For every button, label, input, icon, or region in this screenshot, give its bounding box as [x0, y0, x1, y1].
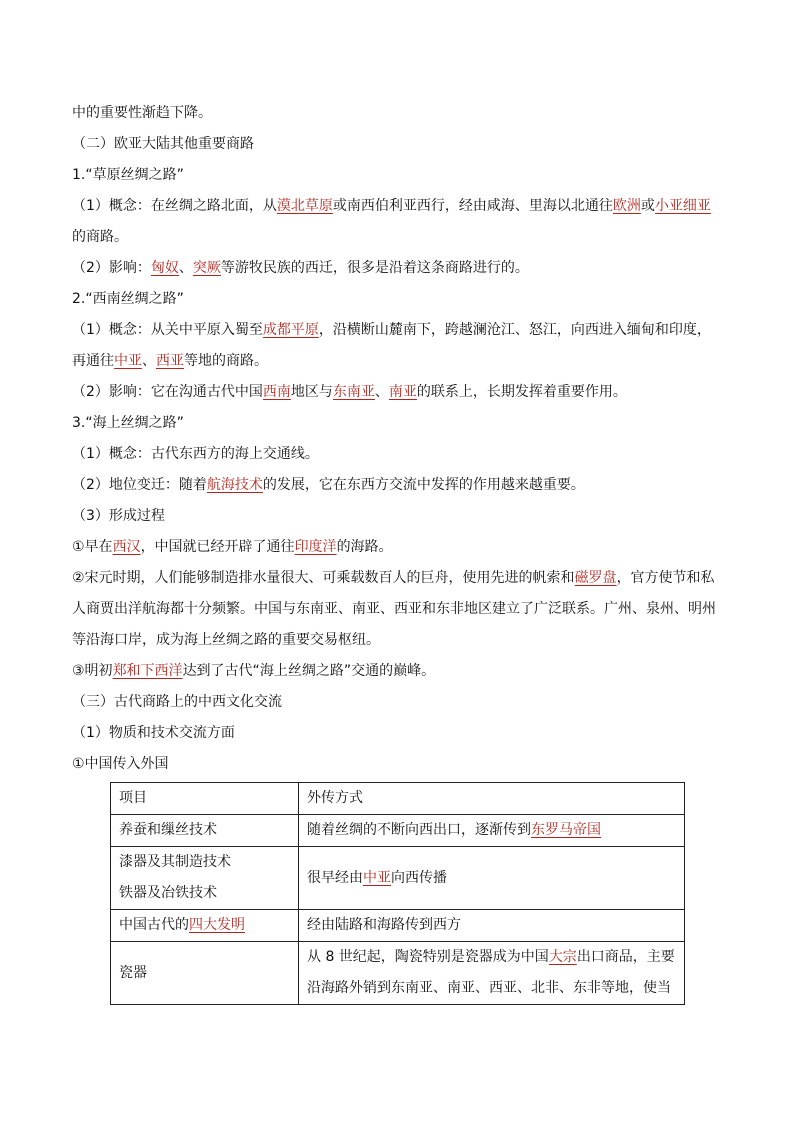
text-run: 的发展，它在东西方交流中发挥的作用越来越重要。	[262, 477, 585, 493]
paragraph-line	[72, 288, 728, 319]
key-term: 欧洲	[612, 198, 641, 214]
text-run: （1）物质和技术交流方面	[72, 725, 235, 741]
key-term: 东罗马帝国	[531, 822, 601, 838]
paragraph-line	[72, 691, 728, 722]
table-row	[111, 847, 685, 910]
text-run: 1.“草原丝绸之路”	[72, 167, 184, 183]
table-cell-item	[111, 910, 299, 942]
text-run: 养蚕和缫丝技术	[119, 822, 217, 838]
key-term: 南亚	[388, 384, 417, 400]
key-term: 成都平原	[262, 322, 319, 338]
paragraph-line	[72, 443, 728, 474]
table-header-row	[111, 783, 685, 815]
paragraph-line	[72, 102, 728, 133]
text-run: 等沿海口岸，成为海上丝绸之路的重要交易枢纽。	[72, 632, 380, 648]
text-run: （2）影响：它在沟通古代中国	[72, 384, 263, 400]
text-run: 的海路。	[336, 539, 393, 555]
text-run: 、	[142, 353, 156, 369]
text-run: 的联系上，长期发挥着重要作用。	[416, 384, 627, 400]
cell-line	[307, 942, 676, 973]
key-term: 印度洋	[294, 539, 337, 555]
table-header-item: 项目	[111, 783, 299, 815]
text-run: 随着丝绸的不断向西出口，逐渐传到	[307, 822, 531, 838]
text-run: 出口商品，主要	[576, 949, 675, 965]
text-run: 人商贾出洋航海都十分频繁。中国与东南亚、南亚、西亚和东非地区建立了广泛联系。广州、泉州、明州	[72, 601, 716, 617]
key-term: 匈奴	[150, 260, 179, 276]
text-run: 等地的商路。	[184, 353, 268, 369]
paragraph-line	[72, 412, 728, 443]
table-header-method: 外传方式	[299, 783, 685, 815]
text-run: ③明初	[72, 663, 113, 679]
key-term: 大宗	[548, 949, 577, 965]
table-cell-item	[111, 815, 299, 847]
text-run: ①中国传入外国	[72, 756, 169, 772]
text-run: 向西传播	[391, 869, 447, 886]
paragraph-line	[72, 660, 728, 691]
text-run: （2）地位变迁：随着	[72, 477, 207, 493]
key-term: 西南	[262, 384, 291, 400]
paragraph-line	[72, 319, 728, 350]
text-run: 或南西伯利亚西行，经由咸海、里海以北通往	[332, 198, 613, 214]
text-run: 瓷器	[119, 964, 147, 981]
table-cell-item	[111, 847, 299, 910]
text-run: ，官方使节和私	[616, 570, 715, 586]
text-run: 铁器及冶铁技术	[119, 885, 217, 901]
key-term: 中亚	[114, 353, 142, 369]
text-run: 再通往	[72, 353, 114, 369]
cell-line	[307, 863, 676, 894]
text-run: 、	[374, 384, 389, 400]
paragraph-line	[72, 598, 728, 629]
text-run: ①早在	[72, 539, 113, 555]
cell-line	[119, 958, 290, 989]
table-cell-method	[299, 942, 685, 1005]
text-run: ，中国就已经开辟了通往	[140, 539, 295, 555]
paragraph-line	[72, 567, 728, 598]
paragraph-line	[72, 350, 728, 381]
text-run: 中国古代的	[119, 917, 189, 933]
cell-line	[119, 910, 290, 941]
text-run: （1）概念：在丝绸之路北面，从	[72, 198, 277, 214]
text-run: 2.“西南丝绸之路”	[72, 291, 184, 307]
table-cell-method	[299, 815, 685, 847]
text-run: 很早经由	[307, 869, 363, 886]
key-term: 航海技术	[206, 477, 263, 493]
text-run: （1）概念：古代东西方的海上交通线。	[72, 446, 319, 462]
text-run: ，沿横断山麓南下，跨越澜沧江、怒江，向西进入缅甸和印度，	[318, 322, 711, 338]
document-body	[72, 102, 728, 784]
paragraph-line	[72, 474, 728, 505]
table-cell-item	[111, 942, 299, 1005]
export-table	[110, 782, 685, 1005]
text-run: 、	[178, 260, 193, 276]
text-run: 等游牧民族的西迁，很多是沿着这条商路进行的。	[220, 260, 529, 276]
text-run: （三）古代商路上的中西文化交流	[72, 694, 282, 710]
text-run: （3）形成过程	[72, 508, 165, 524]
cell-line	[119, 878, 290, 909]
paragraph-line	[72, 629, 728, 660]
text-run: （2）影响：	[72, 260, 151, 276]
key-term: 西亚	[156, 353, 184, 369]
key-term: 四大发明	[189, 917, 245, 933]
table-row	[111, 942, 685, 1005]
key-term: 磁罗盘	[574, 570, 617, 586]
table-cell-method	[299, 847, 685, 910]
paragraph-line	[72, 536, 728, 567]
text-run: 3.“海上丝绸之路”	[72, 415, 184, 431]
table-cell-method	[299, 910, 685, 942]
text-run: 沿海路外销到东南亚、南亚、西亚、北非、东非等地，使当	[307, 980, 671, 996]
paragraph-line	[72, 381, 728, 412]
text-run: （二）欧亚大陆其他重要商路	[72, 136, 254, 152]
key-term: 郑和下西洋	[112, 663, 183, 679]
text-run: （1）概念：从关中平原入蜀至	[72, 322, 263, 338]
key-term: 中亚	[363, 869, 391, 886]
text-run: 达到了古代“海上丝绸之路”交通的巅峰。	[182, 663, 436, 679]
table-row	[111, 815, 685, 847]
key-term: 突厥	[192, 260, 221, 276]
paragraph-line	[72, 195, 728, 226]
text-run: ②宋元时期，人们能够制造排水量很大、可乘载数百人的巨舟，使用先进的帆索和	[72, 570, 575, 586]
text-run: 漆器及其制造技术	[119, 854, 231, 870]
key-term: 西汉	[112, 539, 141, 555]
paragraph-line	[72, 133, 728, 164]
paragraph-line	[72, 164, 728, 195]
key-term: 小亚细亚	[654, 198, 711, 214]
cell-line	[119, 815, 290, 846]
paragraph-line	[72, 226, 728, 257]
cell-line	[307, 815, 676, 846]
text-run: 的商路。	[72, 229, 128, 245]
text-run: 或	[640, 198, 655, 214]
paragraph-line	[72, 722, 728, 753]
cell-line	[307, 973, 676, 1004]
key-term: 漠北草原	[276, 198, 333, 214]
paragraph-line	[72, 753, 728, 784]
text-run: 中的重要性渐趋下降。	[72, 105, 212, 121]
cell-line	[307, 910, 676, 941]
key-term: 东南亚	[332, 384, 375, 400]
paragraph-line	[72, 505, 728, 536]
paragraph-line	[72, 257, 728, 288]
text-run: 经由陆路和海路传到西方	[307, 917, 461, 933]
cell-line	[119, 847, 290, 878]
table-row	[111, 910, 685, 942]
text-run: 地区与	[290, 384, 333, 400]
text-run: 从 8 世纪起，陶瓷特别是瓷器成为中国	[307, 949, 549, 965]
